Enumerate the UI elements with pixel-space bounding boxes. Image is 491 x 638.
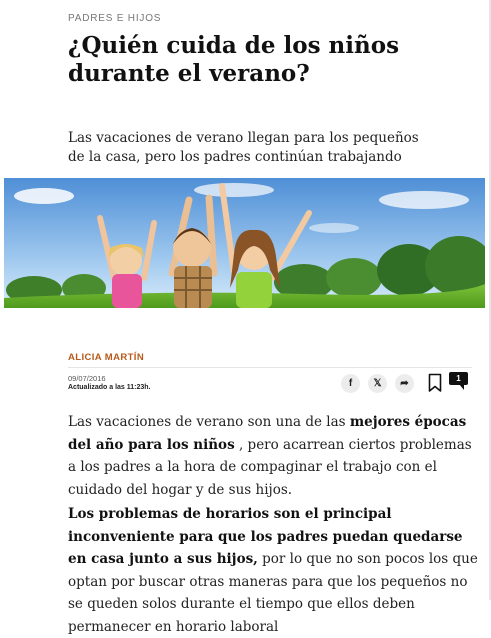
children-jumping-illustration	[4, 178, 485, 308]
hero-image	[4, 178, 485, 308]
publish-date: 09/07/2016	[68, 374, 106, 383]
facebook-share-button[interactable]	[341, 374, 360, 393]
p1-text-c: , pero acarrean ciertos problemas a los padres a la hora de compaginar el trabajo con el cuidado del hogar y de sus hijos.	[68, 436, 472, 498]
x-twitter-icon: 𝕏	[373, 378, 382, 389]
facebook-icon: f	[348, 378, 353, 389]
comment-bubble-tail	[459, 384, 464, 390]
p2-highlight: Los problemas de horarios son el principal inconveniente para que los padres puedan quedarse en casa junto a sus hijos,	[68, 506, 463, 567]
article-subtitle: Las vacaciones de verano llegan para los pequeños de la casa, pero los padres continúan trabajando	[68, 130, 419, 165]
share-arrow-icon: ➦	[400, 378, 409, 389]
share-button[interactable]	[395, 374, 414, 393]
updated-time: Actualizado a las 11:23h.	[68, 384, 151, 391]
body-paragraph-2	[68, 503, 480, 638]
meta-divider	[68, 367, 472, 368]
comments-button[interactable]	[449, 372, 469, 392]
p1-highlight: mejores épocas del año para los niños	[68, 414, 467, 453]
p2-text-b: por lo que no son pocos los que optan por buscar otras maneras para que los pequeños no se queden solos durante el tiempo que ellos deben permanecer en horario laboral	[68, 551, 478, 635]
comment-bubble-icon: 1	[449, 372, 468, 385]
author-name[interactable]: ALICIA MARTÍN	[68, 352, 145, 363]
body-paragraph-1	[68, 411, 480, 501]
bookmark-icon	[428, 373, 442, 393]
section-label[interactable]: PADRES E HIJOS	[68, 13, 162, 24]
twitter-share-button[interactable]	[368, 374, 387, 393]
bookmark-button[interactable]	[428, 373, 442, 393]
p1-text-a: Las vacaciones de verano son una de las	[68, 414, 350, 430]
article-title: ¿Quién cuida de los niños durante el verano?	[68, 32, 400, 87]
